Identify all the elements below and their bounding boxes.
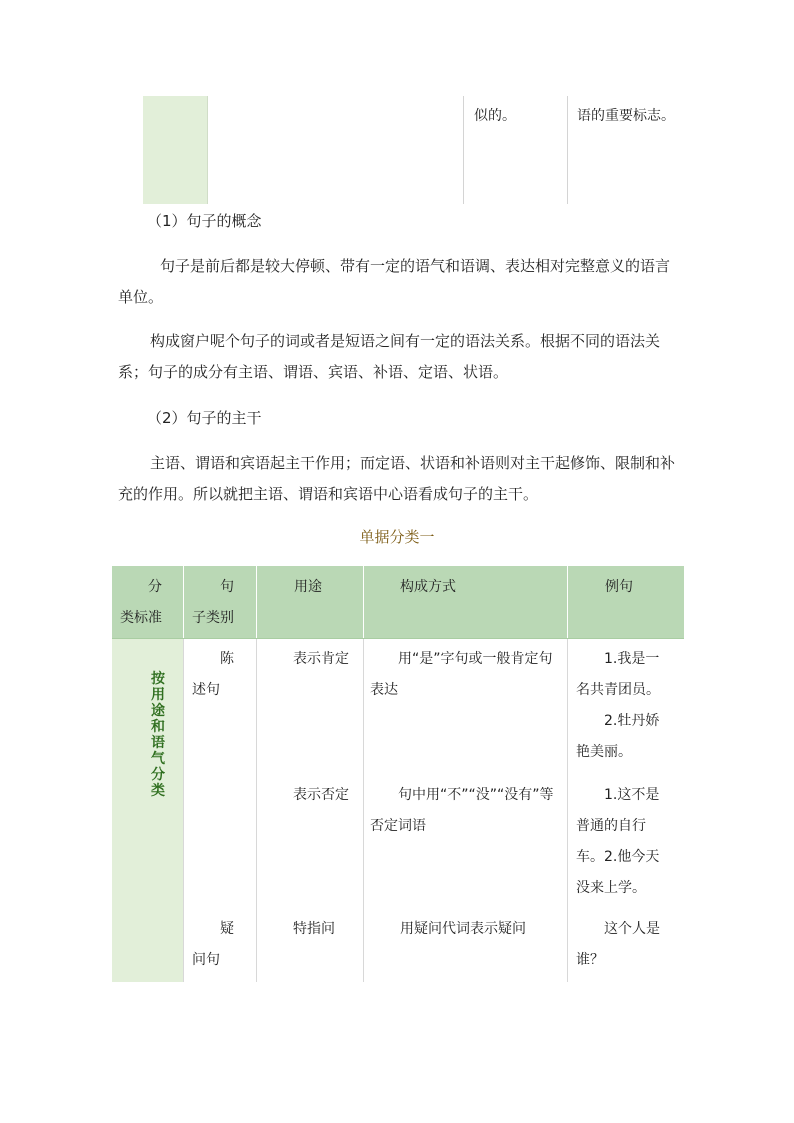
shaded-cell [143, 96, 208, 204]
usage-cell: 表示否定 [293, 787, 349, 803]
top-table-fragment [143, 96, 685, 204]
header-cell: 分类标准 [120, 579, 162, 626]
table-caption: 单据分类一 [359, 528, 435, 546]
example-cell: 1.我是一名共青团员。 [576, 651, 660, 698]
column-divider [463, 96, 464, 204]
group-label: 按用途和语气分类 [151, 671, 165, 799]
section-heading: （1）句子的概念 [147, 212, 262, 230]
top-cell-text: 似的。 [474, 108, 516, 124]
column-divider [567, 96, 568, 204]
section-heading: （2）句子的主干 [147, 409, 262, 427]
paragraph: 主语、谓语和宾语起主干作用；而定语、状语和补语则对主干起修饰、限制和补充的作用。所以就把主语、谓语和宾语中心语看成句子的主干。 [118, 454, 676, 503]
top-cell-text: 语的重要标志。 [577, 108, 675, 124]
paragraph: 句子是前后都是较大停顿、带有一定的语气和语调、表达相对完整意义的语言单位。 [118, 257, 671, 306]
form-cell: 句中用“不”“没”“没有”等否定词语 [370, 787, 554, 834]
form-cell: 用“是”字句或一般肯定句表达 [370, 651, 553, 698]
header-cell: 句子类别 [192, 579, 234, 626]
header-cell: 用途 [294, 579, 322, 595]
paragraph: 构成窗户呢个句子的词或者是短语之间有一定的语法关系。根据不同的语法关系；句子的成分有主语、谓语、宾语、补语、定语、状语。 [118, 332, 661, 381]
header-cell: 例句 [605, 579, 633, 595]
category-cell: 疑问句 [192, 921, 234, 968]
usage-cell: 表示肯定 [293, 651, 349, 667]
example-cell: 2.牡丹娇艳美丽。 [576, 713, 660, 760]
usage-cell: 特指问 [293, 921, 335, 937]
category-cell: 陈述句 [192, 651, 234, 698]
example-cell: 这个人是谁？ [576, 921, 660, 968]
classification-table [112, 566, 684, 982]
form-cell: 用疑问代词表示疑问 [400, 921, 526, 937]
example-cell: 1.这不是普通的自行车。 [576, 787, 660, 865]
header-cell: 构成方式 [400, 579, 456, 595]
example-cell: 2.他今天没来上学。 [576, 849, 660, 896]
